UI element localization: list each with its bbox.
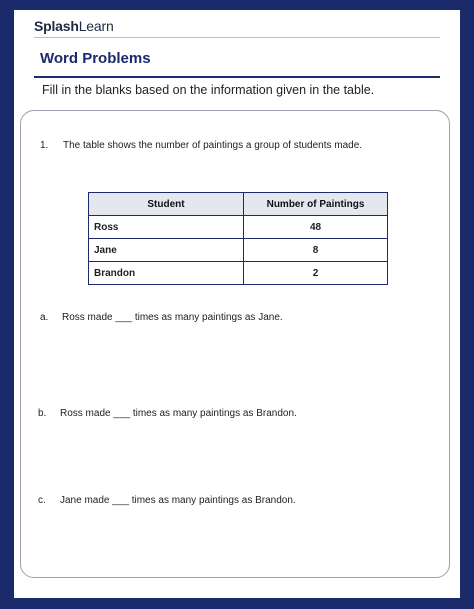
paintings-table [88, 192, 388, 285]
paintings-count-cell: 2 [244, 262, 388, 285]
paintings-count-cell: 8 [244, 239, 388, 262]
paintings-count-cell: 48 [244, 216, 388, 239]
part-label: a. [40, 312, 49, 323]
splashlearn-logo [34, 18, 114, 34]
header-divider [34, 37, 440, 38]
logo-bold-text: Splash [34, 18, 79, 34]
part-label: b. [38, 408, 47, 419]
student-name-cell: Jane [89, 239, 244, 262]
student-name-cell: Brandon [89, 262, 244, 285]
column-header-paintings: Number of Paintings [244, 193, 388, 216]
part-text: Ross made ___ times as many paintings as Jane. [62, 312, 283, 323]
logo-regular-text: Learn [78, 18, 114, 34]
table-row [89, 262, 388, 285]
question-text: The table shows the number of paintings a group of students made. [63, 140, 363, 151]
table-row [89, 239, 388, 262]
table-row [89, 216, 388, 239]
part-label: c. [38, 495, 46, 506]
question-number: 1. [40, 140, 49, 151]
column-header-student: Student [89, 193, 244, 216]
question-box [20, 110, 450, 578]
part-text: Jane made ___ times as many paintings as Brandon. [60, 495, 296, 506]
worksheet-page [14, 10, 460, 598]
table-header-row [89, 193, 388, 216]
part-text: Ross made ___ times as many paintings as Brandon. [60, 408, 297, 419]
title-divider [34, 76, 440, 78]
student-name-cell: Ross [89, 216, 244, 239]
worksheet-title: Word Problems [40, 50, 151, 67]
instruction-text: Fill in the blanks based on the information given in the table. [42, 83, 375, 97]
